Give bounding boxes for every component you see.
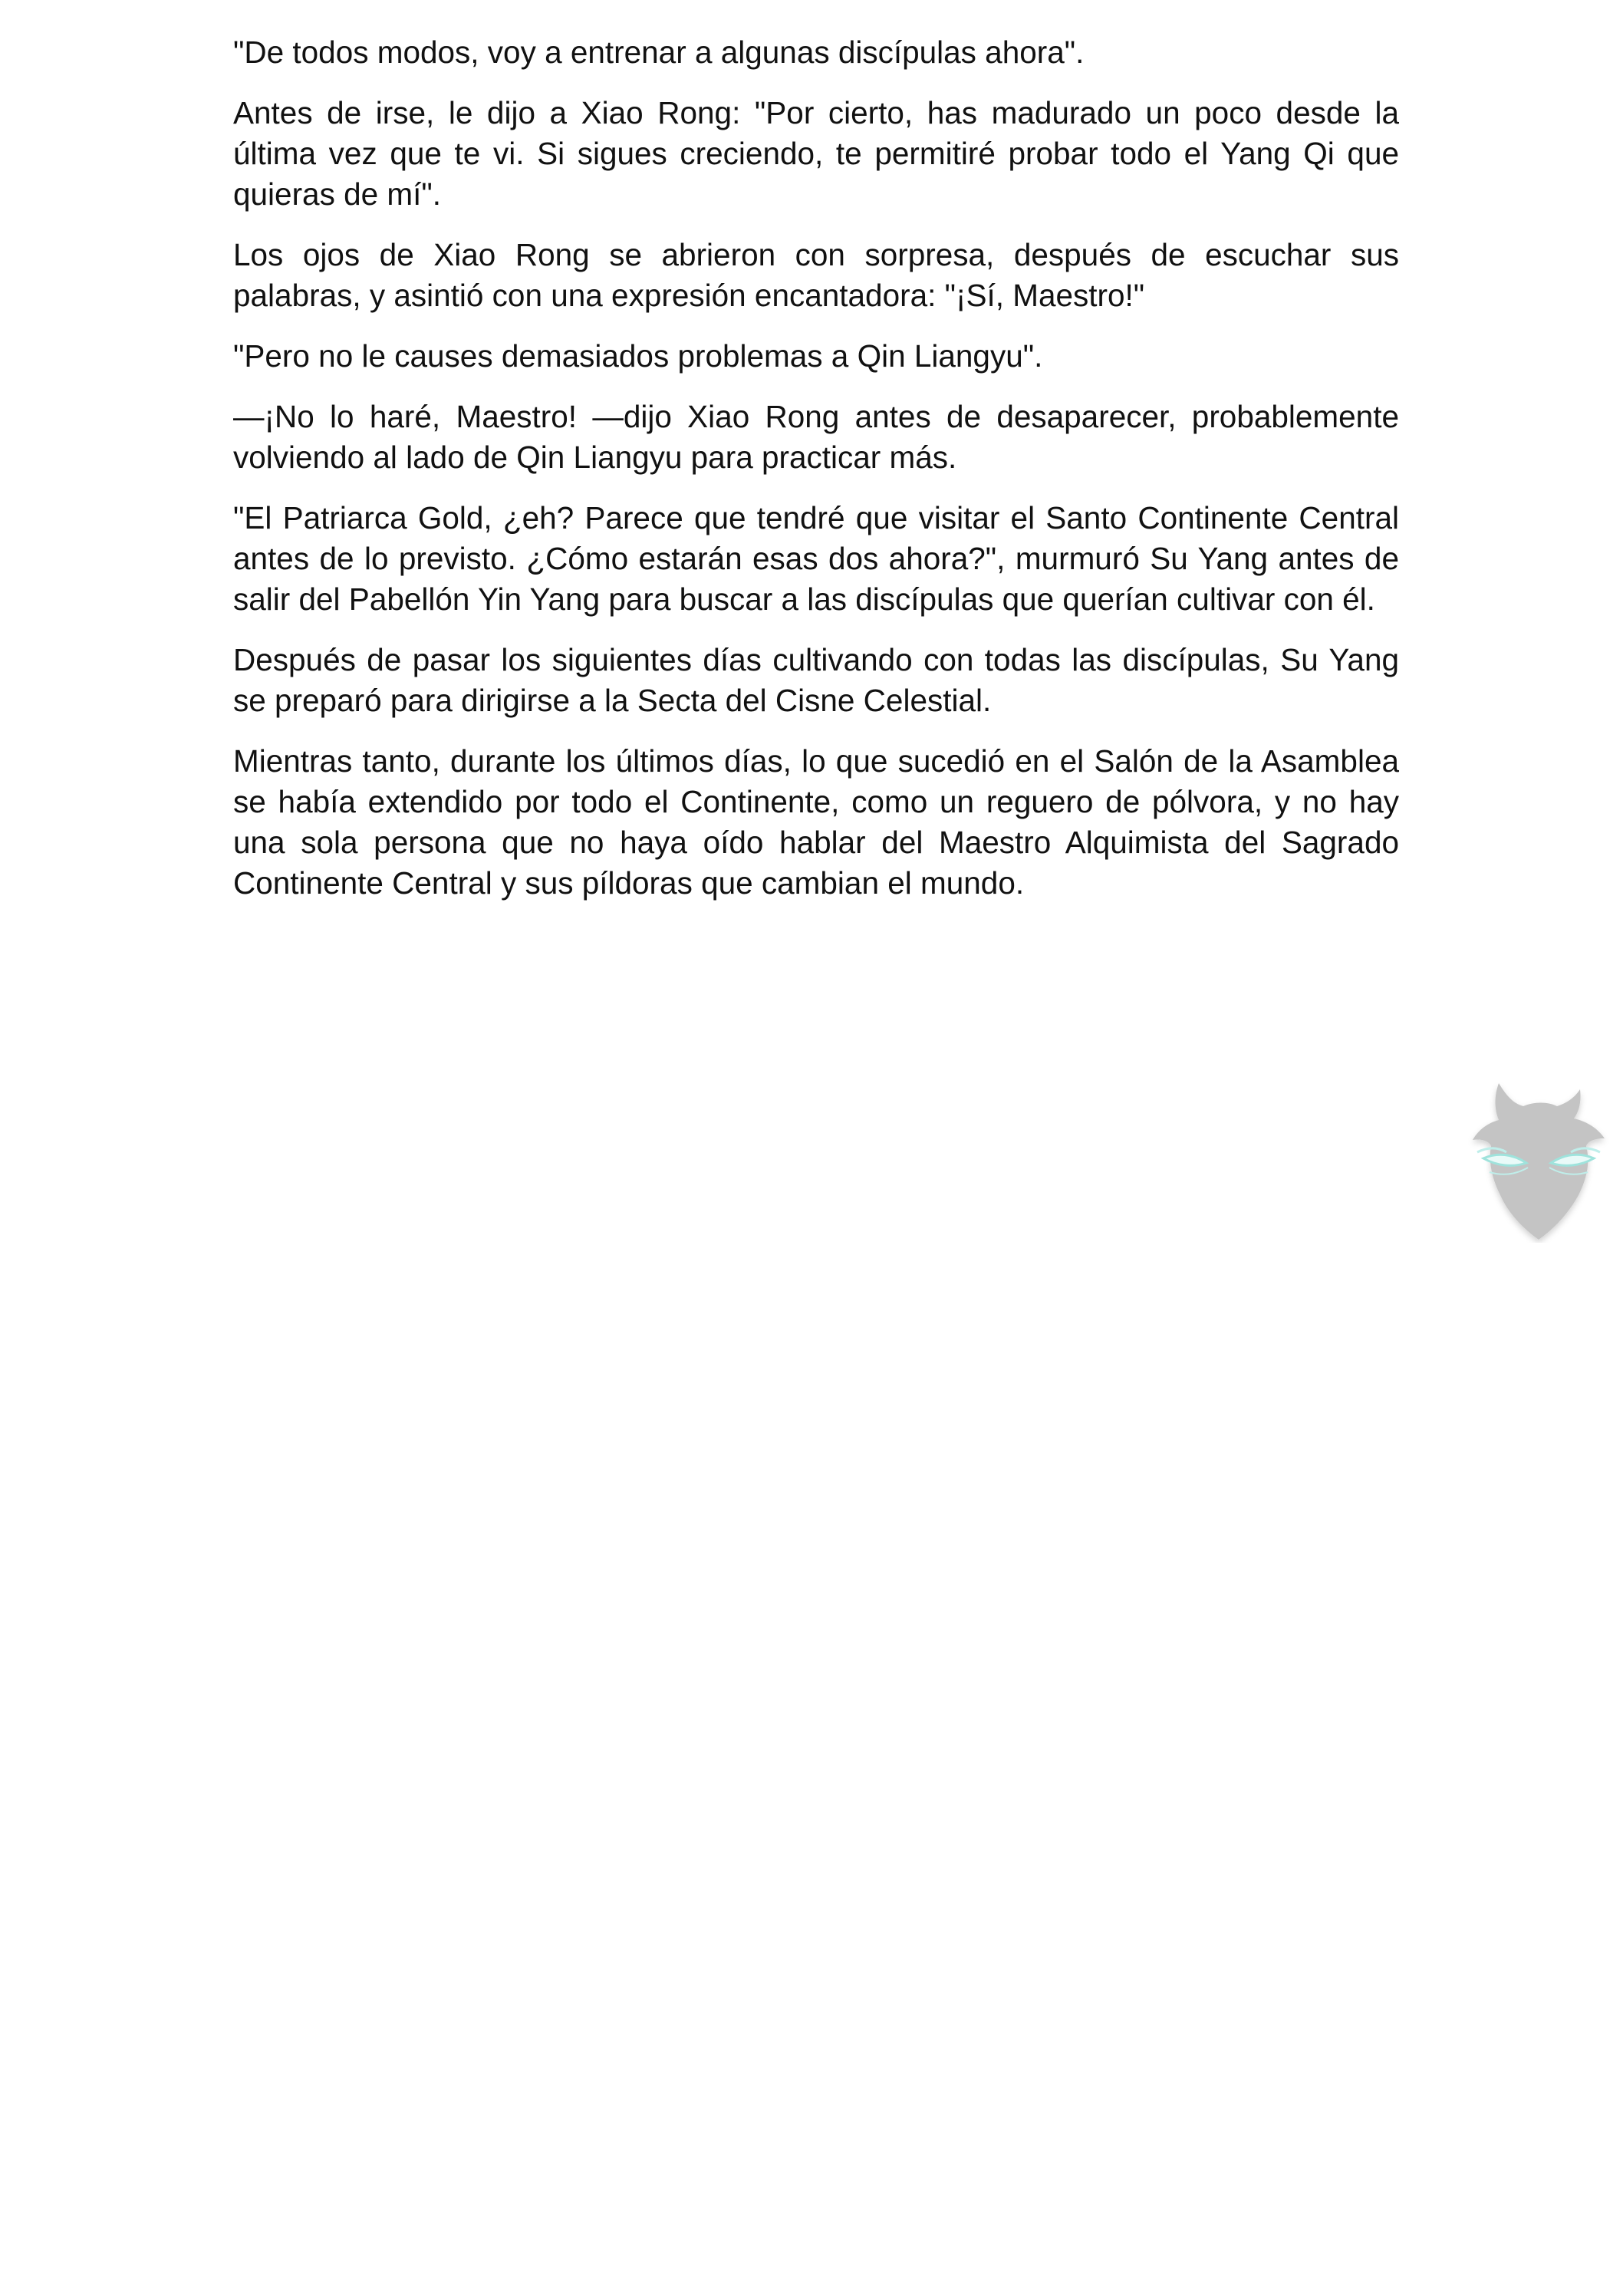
paragraph-1: "De todos modos, voy a entrenar a algunas discípulas ahora". — [233, 35, 1085, 70]
text-body — [233, 32, 1399, 924]
paragraph-2: Antes de irse, le dijo a Xiao Rong: "Por cierto, has madurado un poco desde la última vez que te vi. Si sigues creciendo, te permitiré probar todo el Yang Qi que quieras de mí". — [233, 95, 1399, 212]
paragraph-4: "Pero no le causes demasiados problemas a Qin Liangyu". — [233, 338, 1043, 374]
demon-head-icon — [1459, 1072, 1618, 1243]
paragraph-6: "El Patriarca Gold, ¿eh? Parece que tendré que visitar el Santo Continente Central antes de lo previsto. ¿Cómo estarán esas dos ahora?", murmuró Su Yang antes de salir del Pabellón Yin Yang para buscar a las discípulas que querían cultivar con él. — [233, 500, 1399, 617]
paragraph-7: Después de pasar los siguientes días cultivando con todas las discípulas, Su Yang se preparó para dirigirse a la Secta del Cisne Celestial. — [233, 642, 1399, 718]
paragraph-3: Los ojos de Xiao Rong se abrieron con sorpresa, después de escuchar sus palabras, y asintió con una expresión encantadora: "¡Sí, Maestro!" — [233, 237, 1399, 313]
paragraph-8: Mientras tanto, durante los últimos días, lo que sucedió en el Salón de la Asamblea se había extendido por todo el Continente, como un reguero de pólvora, y no hay una sola persona que no haya oído hablar del Maestro Alquimista del Sagrado Continente Central y sus píldoras que cambian el mundo. — [233, 743, 1399, 901]
paragraph-5: —¡No lo haré, Maestro! —dijo Xiao Rong antes de desaparecer, probablemente volviendo al lado de Qin Liangyu para practicar más. — [233, 399, 1399, 475]
